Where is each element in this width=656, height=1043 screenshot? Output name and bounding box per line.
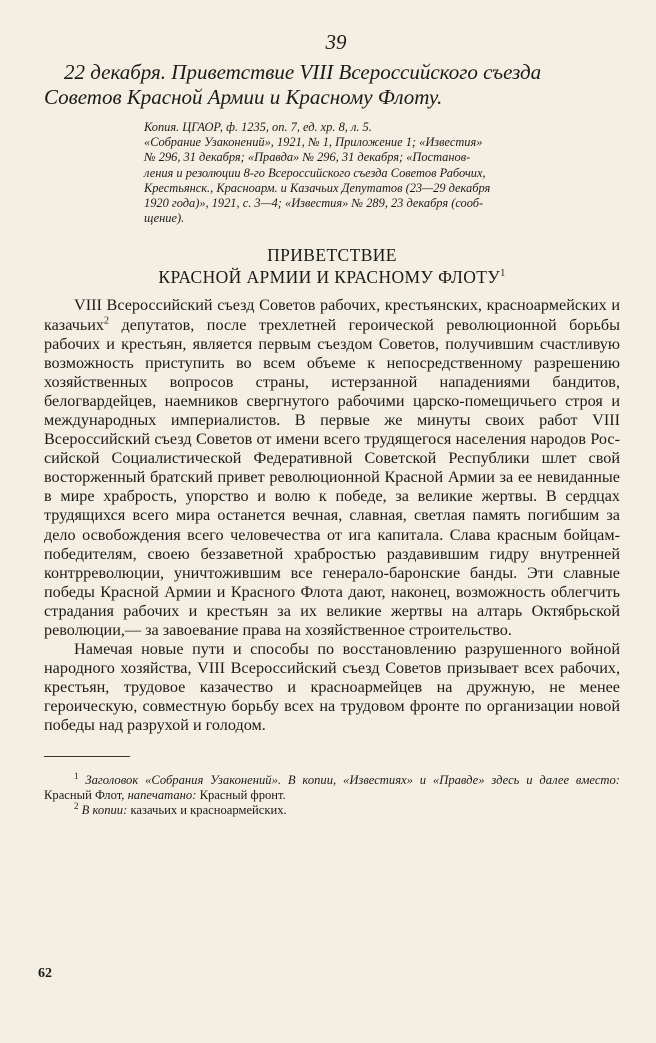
source-line: Копия. ЦГАОР, ф. 1235, оп. 7, ед. хр. 8, л. 5. <box>144 120 372 134</box>
heading-line-1: 22 декабря. Приветствие VIII Всероссийского съезда <box>64 60 542 84</box>
archival-sources <box>144 120 620 226</box>
source-line: «Собрание Узаконений», 1921, № 1, Приложение 1; «Известия» <box>144 135 483 150</box>
source-line: № 296, 31 декабря; «Правда» № 296, 31 декабря; «Постанов- <box>144 150 471 165</box>
greeting-title <box>44 244 620 288</box>
footnote-mark: 2 <box>104 315 110 327</box>
footnote-number: 2 <box>74 800 79 811</box>
paragraph-1-text-b: депутатов, после трехлетней героической революционной борьбы рабочих и крестьян, является первым съездом Советов, получившим счастливую возможность приступить во всем объеме к непосредственному разрешению хозяйственных вопросов страны, истерзанной нападениями бандитов, белогвардейцев, наемников свергнутого рабочими царско-помещичьего строя и международных империалистов. В первые же минуты своих работ VIII Всероссийский съезд Советов от имени всего трудящегося населения народов Российской Социалистической Федеративной Советской Республики шлет свой восторженный братский привет революционной Красной Армии за ее невиданные в мире храбрость, упорство и волю к победе, за великие жертвы. В сердцах трудящихся всего мира останется вечная, славная, светлая память погибшим за дело освобождения всего человечества от ига капитала. Слава красным бойцам-победителям, своею беззаветной храбростью раздавившим гидру внутренней контрреволюции, уничтожившим все генерало-баронские банды. Эти славные победы Красной Армии и Красного Флота дают, наконец, возможность облегчить страдания рабочих и крестьян за их великие жертвы на алтарь Октябрьской революции,— за завоевание права на хозяйственное строительство. <box>44 315 620 640</box>
paragraph-1 <box>44 296 620 640</box>
page-number: 62 <box>38 966 52 981</box>
title-line-2-text: КРАСНОЙ АРМИИ И КРАСНОМУ ФЛОТУ <box>158 267 501 288</box>
paragraph-2: Намечая новые пути и способы по восстановлению разрушенного войной народного хозяйства, VIII Всероссийский съезд Советов призывает всех рабочих, крестьян, трудовое казачество и красноармейцев на дружную, не менее героическую, совместную борьбу всех на трудовом фронте по организации новой победы над разрухой и голодом. <box>44 640 620 735</box>
footnote-1-text-a: Красный Флот, <box>44 787 128 802</box>
footnote-1-text-b: Красный фронт. <box>196 787 286 802</box>
title-line-2 <box>44 266 620 288</box>
footnote-2-italic: В копии: <box>81 802 128 817</box>
footnotes <box>44 770 621 819</box>
source-line: ления и резолюции 8-го Всероссийского съезда Советов Рабочих, <box>144 165 486 180</box>
footnote-divider <box>44 756 130 757</box>
footnote-1 <box>44 770 621 803</box>
title-line-1: ПРИВЕТСТВИЕ <box>267 245 397 266</box>
footnote-2 <box>44 800 620 818</box>
heading-line-2: Советов Красной Армии и Красному Флоту. <box>44 85 443 109</box>
footnote-mark: 1 <box>500 268 506 280</box>
source-line: щение). <box>144 211 185 226</box>
footnote-1-italic-b: напечатано: <box>127 787 197 802</box>
source-line: 1920 года)», 1921, с. 3—4; «Известия» № 289, 23 декабря (сооб- <box>144 196 484 211</box>
footnote-1-italic-a: Заголовок «Собрания Узаконений». В копии, «Известиях» и «Правде» здесь и далее вместо: <box>85 772 621 787</box>
source-line: Крестьянск., Красноарм. и Казачьих Депутатов (23—29 декабря <box>144 180 491 195</box>
paragraph-1-text-a: VIII Всероссийский съезд Советов рабочих, крестьянских, красноармейских и казачьих <box>44 296 620 334</box>
document-number: 39 <box>325 30 347 54</box>
footnote-number: 1 <box>74 770 79 781</box>
footnote-2-text: казачьих и красноармейских. <box>127 802 287 817</box>
page-content <box>44 30 620 818</box>
document-body <box>44 296 620 735</box>
document-heading <box>44 60 620 110</box>
